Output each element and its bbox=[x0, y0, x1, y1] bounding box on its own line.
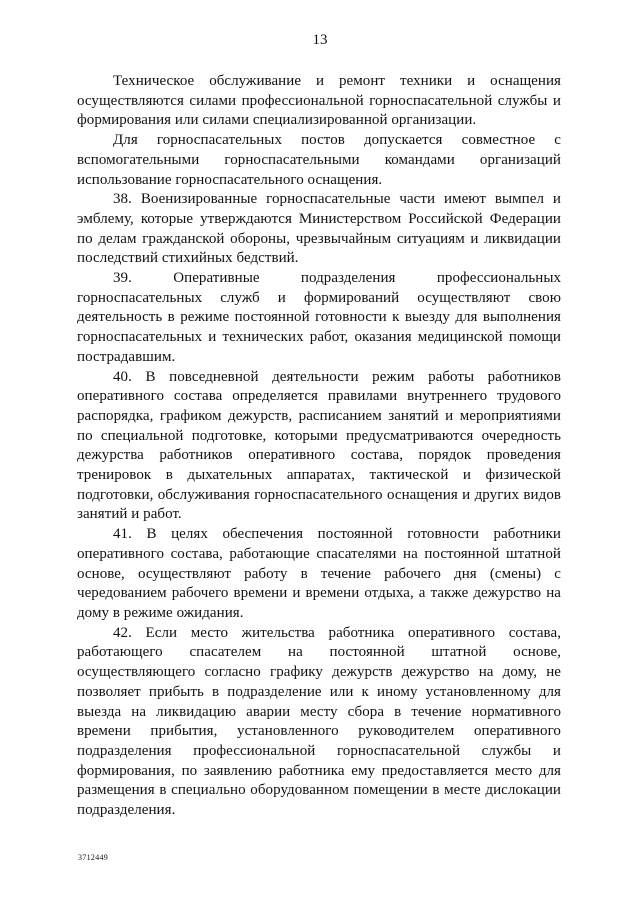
document-id: 3712449 bbox=[78, 853, 109, 862]
paragraph-39-operational-units: 39. Оперативные подразделения профессиональных горноспасательных служб и формирований осуществляют свою деятельность в режиме постоянной готовности к выезду для выполнения горноспасательных и технических работ, оказания медицинской помощи пострадавшим. bbox=[77, 270, 561, 365]
paragraph-41-readiness: 41. В целях обеспечения постоянной готовности работники оперативного состава, работающие спасателями на постоянной штатной основе, осуществляют работу в течение рабочего дня (смены) с чередованием рабочего времени и времени отдыха, а также дежурство на дому в режиме ожидания. bbox=[77, 526, 561, 621]
paragraph-maintenance: Техническое обслуживание и ремонт техники и оснащения осуществляются силами профессиональной горноспасательной службы и формирования или силами специализированной организации. bbox=[77, 73, 561, 129]
paragraph-posts-equipment: Для горноспасательных постов допускается совместное с вспомогательными горноспасательными командами организаций использование горноспасательного оснащения. bbox=[77, 132, 561, 188]
page-number: 13 bbox=[312, 32, 328, 48]
paragraph-42-home-duty: 42. Если место жительства работника оперативного состава, работающего спасателем на постоянной штатной основе, осуществляющего согласно графику дежурств дежурство на дому, не позволяет прибыть в подразделение или к иному установленному для выезда на ликвидацию аварии месту сбора в течение нормативного времени прибытия, установленного руководителем оперативного подразделения профессиональной горноспасательной службы и формирования, по заявлению работника ему предоставляется место для размещения в специально оборудованном помещении в месте дислокации подразделения. bbox=[77, 624, 561, 819]
paragraph-40-work-schedule: 40. В повседневной деятельности режим работы работников оперативного состава определяется правилами внутреннего трудового распорядка, графиком дежурств, расписанием занятий и мероприятиями по специальной подготовке, которыми предусматриваются очередность дежурства работников оперативного состава, порядок проведения тренировок в дыхательных аппаратах, тактической и физической подготовки, обслуживания горноспасательного оснащения и других видов занятий и работ. bbox=[77, 368, 561, 523]
document-body bbox=[77, 72, 561, 821]
paragraph-38-pennant-emblem: 38. Военизированные горноспасательные части имеют вымпел и эмблему, которые утверждаются Министерством Российской Федерации по делам гражданской обороны, чрезвычайным ситуациям и ликвидации последствий стихийных бедствий. bbox=[77, 191, 561, 267]
